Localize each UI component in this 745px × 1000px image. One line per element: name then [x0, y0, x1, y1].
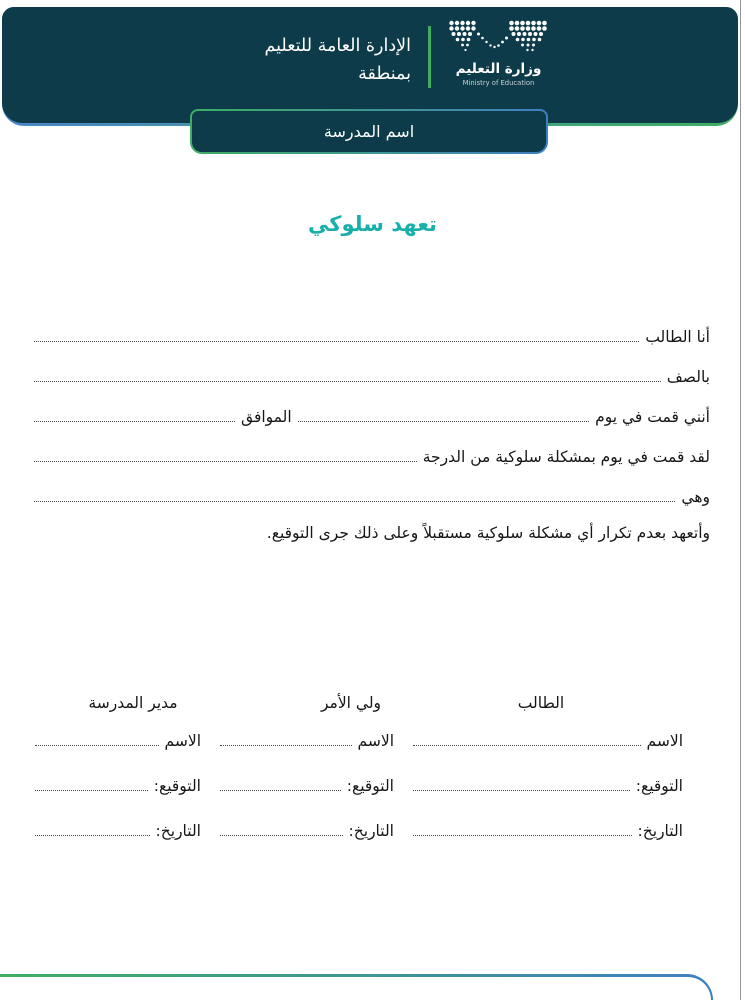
pledge-statement: وأتعهد بعدم تكرار أي مشكلة سلوكية مستقبلاً وعلى ذلك جرى التوقيع.	[266, 524, 710, 542]
field-label: الموافق	[241, 408, 292, 426]
field-label: التوقيع:	[635, 777, 683, 795]
principal-date-field	[29, 818, 201, 840]
field-label: التوقيع:	[153, 777, 201, 795]
student-name-field	[407, 728, 683, 750]
field-label: التوقيع:	[346, 777, 394, 795]
dotted-fill-line	[34, 341, 639, 342]
department-name	[264, 32, 411, 88]
student-signature-field	[407, 773, 683, 795]
guardian-signature-field	[214, 773, 394, 795]
field-label: بالصف	[666, 368, 710, 386]
dotted-fill-line	[34, 381, 661, 382]
field-label: الاسم	[646, 732, 683, 750]
brand-separator	[428, 26, 431, 88]
document-title: تعهد سلوكي	[308, 212, 437, 236]
signature-column-student: الطالب	[517, 694, 565, 712]
student-date-field	[407, 818, 683, 840]
field-label: الاسم	[164, 732, 201, 750]
dotted-fill-line	[34, 461, 417, 462]
page-edge-line	[740, 0, 742, 1000]
field-label: التاريخ:	[155, 822, 201, 840]
department-line2: بمنطقة	[358, 64, 412, 84]
dotted-fill-line	[413, 835, 632, 836]
principal-name-field	[29, 728, 201, 750]
dotted-fill-line	[34, 421, 235, 422]
field-label: أنا الطالب	[645, 328, 710, 346]
signature-grid	[28, 728, 683, 840]
footer-band-inner	[0, 977, 711, 1000]
ministry-name-arabic: وزارة التعليم	[455, 61, 542, 77]
field-label: أنني قمت في يوم	[595, 408, 710, 426]
guardian-name-field	[214, 728, 394, 750]
moe-logo-dots-icon	[449, 20, 549, 57]
dotted-fill-line	[413, 745, 641, 746]
dotted-fill-line	[34, 501, 675, 502]
signature-column-principal: مدير المدرسة	[88, 694, 178, 712]
field-label: الاسم	[357, 732, 394, 750]
dotted-fill-line	[298, 421, 589, 422]
department-line1: الإدارة العامة للتعليم	[264, 36, 412, 56]
school-name-label: اسم المدرسة	[192, 111, 546, 152]
field-label: لقد قمت في يوم بمشكلة سلوكية من الدرجة	[422, 448, 710, 466]
guardian-date-field	[214, 818, 394, 840]
signature-column-guardian: ولي الأمر	[320, 694, 382, 712]
form-line-problem-description	[28, 484, 710, 506]
field-label: التاريخ:	[348, 822, 394, 840]
form-line-student-name	[28, 324, 710, 346]
dotted-fill-line	[220, 745, 352, 746]
header	[2, 7, 738, 123]
ministry-brand	[264, 20, 551, 123]
form-line-class	[28, 364, 710, 386]
school-name-box	[190, 109, 548, 154]
pledge-form	[28, 324, 710, 546]
dotted-fill-line	[413, 790, 630, 791]
dotted-fill-line	[220, 790, 341, 791]
signatures-section	[28, 694, 683, 840]
field-label: التاريخ:	[637, 822, 683, 840]
form-line-day-date	[28, 404, 710, 426]
footer-band	[0, 974, 713, 1000]
dotted-fill-line	[220, 835, 343, 836]
field-label: وهي	[681, 488, 710, 506]
ministry-name-english: Ministry of Education	[462, 79, 535, 87]
dotted-fill-line	[35, 835, 150, 836]
principal-signature-field	[29, 773, 201, 795]
ministry-logo	[446, 20, 552, 87]
dotted-fill-line	[35, 790, 148, 791]
form-line-problem-degree	[28, 444, 710, 466]
signature-column-headers	[28, 694, 683, 716]
dotted-fill-line	[35, 745, 159, 746]
